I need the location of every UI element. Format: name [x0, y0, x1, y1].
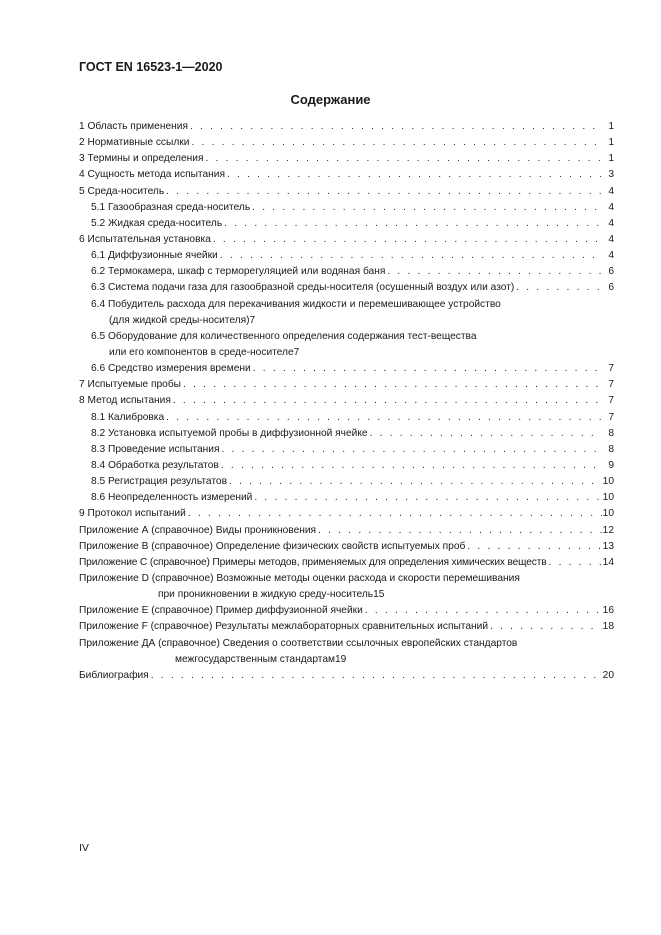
toc-entry-page: 15 — [373, 589, 385, 601]
toc-entry-page: 4 — [608, 185, 614, 197]
toc-leader-dots — [203, 151, 602, 167]
toc-entry-page: 8 — [608, 443, 614, 455]
toc-leader-dots — [164, 410, 602, 426]
toc-entry-label: 4 Сущность метода испытания — [79, 169, 225, 181]
toc-entry-page: 1 — [608, 153, 614, 165]
toc-entry-label: Библиография — [79, 669, 149, 681]
toc-entry-label: 3 Термины и определения — [79, 153, 204, 165]
toc-entry[interactable] — [79, 184, 614, 200]
toc-entry-page: 4 — [608, 217, 614, 229]
toc-entry[interactable] — [79, 119, 614, 135]
toc-appendix-entry[interactable] — [79, 523, 614, 539]
toc-entry[interactable] — [79, 151, 614, 167]
page-number: IV — [79, 842, 89, 854]
toc-leader-dots — [514, 280, 602, 296]
toc-leader-dots — [222, 216, 602, 232]
toc-entry-page: 10 — [602, 508, 614, 520]
toc-leader-dots — [149, 668, 602, 684]
toc-entry-page: 1 — [608, 137, 614, 149]
toc-entry-label: 5.1 Газообразная среда-носитель — [91, 201, 251, 213]
toc-entry-page: 3 — [608, 169, 614, 181]
toc-entry-page: 7 — [608, 363, 614, 375]
toc-appendix-entry[interactable] — [79, 539, 614, 555]
toc-entry[interactable] — [79, 668, 614, 684]
toc-leader-dots — [164, 184, 602, 200]
table-of-contents — [79, 119, 614, 684]
toc-entry[interactable] — [79, 167, 614, 183]
toc-entry[interactable] — [79, 377, 614, 393]
toc-entry-label: 8.6 Неопределенность измерений — [91, 492, 253, 504]
toc-subentry[interactable] — [79, 329, 614, 361]
toc-entry-label-continued: при проникновении в жидкую среду-носитель — [158, 589, 374, 601]
toc-entry-label: Приложение ДА (справочное) Сведения о соответствии ссылочных европейских стандартов — [79, 637, 518, 649]
toc-entry-page: 10 — [602, 492, 614, 504]
toc-entry-page: 9 — [608, 459, 614, 471]
toc-subentry[interactable] — [79, 264, 614, 280]
toc-subentry[interactable] — [79, 297, 614, 329]
toc-entry-label: 2 Нормативные ссылки — [79, 137, 190, 149]
toc-entry-page: 4 — [608, 201, 614, 213]
toc-entry-label-continued: межгосударственным стандартам — [175, 653, 335, 665]
toc-entry-label: 8.4 Обработка результатов — [91, 459, 219, 471]
toc-entry-page: 14 — [602, 556, 614, 568]
toc-leader-dots — [219, 442, 602, 458]
toc-entry-label: Приложение А (справочное) Виды проникновения — [79, 524, 317, 536]
toc-leader-dots — [363, 603, 602, 619]
toc-entry-page: 7 — [249, 314, 256, 326]
toc-leader-dots — [227, 474, 602, 490]
toc-entry-page: 7 — [293, 346, 300, 358]
toc-entry-page: 4 — [608, 233, 614, 245]
toc-entry-label: Приложение Е (справочное) Пример диффузионной ячейки — [79, 605, 363, 617]
toc-leader-dots — [250, 200, 602, 216]
toc-entry-label: 6.5 Оборудование для количественного определения содержания тест-вещества — [91, 330, 477, 342]
toc-subentry[interactable] — [79, 216, 614, 232]
toc-leader-dots — [488, 619, 602, 635]
toc-entry-label: 6.6 Средство измерения времени — [91, 363, 251, 375]
toc-appendix-entry[interactable] — [79, 555, 614, 571]
toc-leader-dots — [189, 135, 602, 151]
toc-appendix-entry[interactable] — [79, 619, 614, 635]
toc-entry-page: 8 — [608, 427, 614, 439]
toc-entry-label: 6 Испытательная установка — [79, 233, 211, 245]
toc-leader-dots — [251, 361, 602, 377]
toc-entry-label: 6.3 Система подачи газа для газообразной среды-носителя (осушенный воздух или азот) — [91, 282, 515, 294]
toc-appendix-entry[interactable] — [79, 603, 614, 619]
toc-entry-label: Приложение В (справочное) Определение физических свойств испытуемых проб — [79, 540, 466, 552]
toc-subentry[interactable] — [79, 248, 614, 264]
toc-subentry[interactable] — [79, 490, 614, 506]
toc-leader-dots — [218, 248, 602, 264]
toc-subentry[interactable] — [79, 474, 614, 490]
toc-entry[interactable] — [79, 393, 614, 409]
toc-leader-dots — [385, 264, 602, 280]
document-code: ГОСТ EN 16523-1—2020 — [79, 60, 223, 74]
toc-entry[interactable] — [79, 506, 614, 522]
toc-entry-page: 16 — [602, 605, 614, 617]
toc-leader-dots — [225, 167, 602, 183]
toc-entry[interactable] — [79, 232, 614, 248]
toc-entry-page: 4 — [608, 250, 614, 262]
toc-entry-label: 5.2 Жидкая среда-носитель — [91, 217, 223, 229]
toc-leader-dots — [316, 523, 602, 539]
toc-leader-dots — [211, 232, 602, 248]
toc-entry-label: 8.5 Регистрация результатов — [91, 476, 227, 488]
toc-entry-label: 6.2 Термокамера, шкаф с терморегуляцией или водяная баня — [91, 266, 386, 278]
toc-entry[interactable] — [79, 135, 614, 151]
toc-entry-label: Приложение F (справочное) Результаты межлабораторных сравнительных испытаний — [79, 621, 489, 633]
toc-entry-label: 8.1 Калибровка — [91, 411, 165, 423]
toc-entry-page: 18 — [602, 621, 614, 633]
toc-leader-dots — [547, 555, 602, 571]
toc-appendix-entry[interactable] — [79, 571, 614, 603]
toc-appendix-entry[interactable] — [79, 636, 614, 668]
toc-subentry[interactable] — [79, 200, 614, 216]
toc-entry-page: 6 — [608, 266, 614, 278]
toc-subentry[interactable] — [79, 361, 614, 377]
toc-subentry[interactable] — [79, 458, 614, 474]
toc-entry-label: 8 Метод испытания — [79, 395, 171, 407]
toc-leader-dots — [186, 506, 602, 522]
toc-leader-dots — [188, 119, 602, 135]
toc-entry-page: 10 — [602, 476, 614, 488]
toc-entry-label: 8.2 Установка испытуемой пробы в диффузионной ячейке — [91, 427, 368, 439]
toc-entry-label: 6.4 Побудитель расхода для перекачивания жидкости и перемешивающее устройство — [91, 298, 501, 310]
toc-leader-dots — [252, 490, 602, 506]
toc-leader-dots — [368, 426, 602, 442]
toc-entry-label: 6.1 Диффузионные ячейки — [91, 250, 218, 262]
toc-entry-label: 1 Область применения — [79, 121, 188, 132]
toc-entry-page: 7 — [608, 395, 614, 407]
toc-entry-label: 8.3 Проведение испытания — [91, 443, 220, 455]
toc-entry-page: 13 — [602, 540, 614, 552]
toc-entry-page: 1 — [608, 121, 614, 132]
toc-subentry[interactable] — [79, 280, 614, 296]
toc-leader-dots — [181, 377, 602, 393]
toc-leader-dots — [465, 539, 602, 555]
toc-entry-label: Приложение D (справочное) Возможные методы оценки расхода и скорости перемешивания — [79, 572, 520, 584]
toc-leader-dots — [219, 458, 602, 474]
toc-entry-page: 20 — [602, 669, 614, 681]
toc-entry-label-continued: (для жидкой среды-носителя) — [109, 314, 250, 326]
toc-entry-page: 7 — [608, 379, 614, 391]
toc-entry-label: 7 Испытуемые пробы — [79, 379, 182, 391]
toc-entry-label: Приложение С (справочное) Примеры методов, применяемых для определения химических веществ — [79, 556, 547, 568]
toc-subentry[interactable] — [79, 442, 614, 458]
toc-entry-label: 9 Протокол испытаний — [79, 508, 186, 520]
toc-entry-page: 6 — [608, 282, 614, 294]
toc-entry-page: 12 — [602, 524, 614, 536]
toc-entry-page: 7 — [608, 411, 614, 423]
toc-subentry[interactable] — [79, 410, 614, 426]
page-title: Содержание — [290, 92, 371, 107]
toc-leader-dots — [171, 393, 602, 409]
toc-entry-label: 5 Среда-носитель — [79, 185, 165, 197]
toc-entry-page: 19 — [335, 653, 347, 665]
toc-entry-label-continued: или его компонентов в среде-носителе — [109, 346, 294, 358]
toc-subentry[interactable] — [79, 426, 614, 442]
